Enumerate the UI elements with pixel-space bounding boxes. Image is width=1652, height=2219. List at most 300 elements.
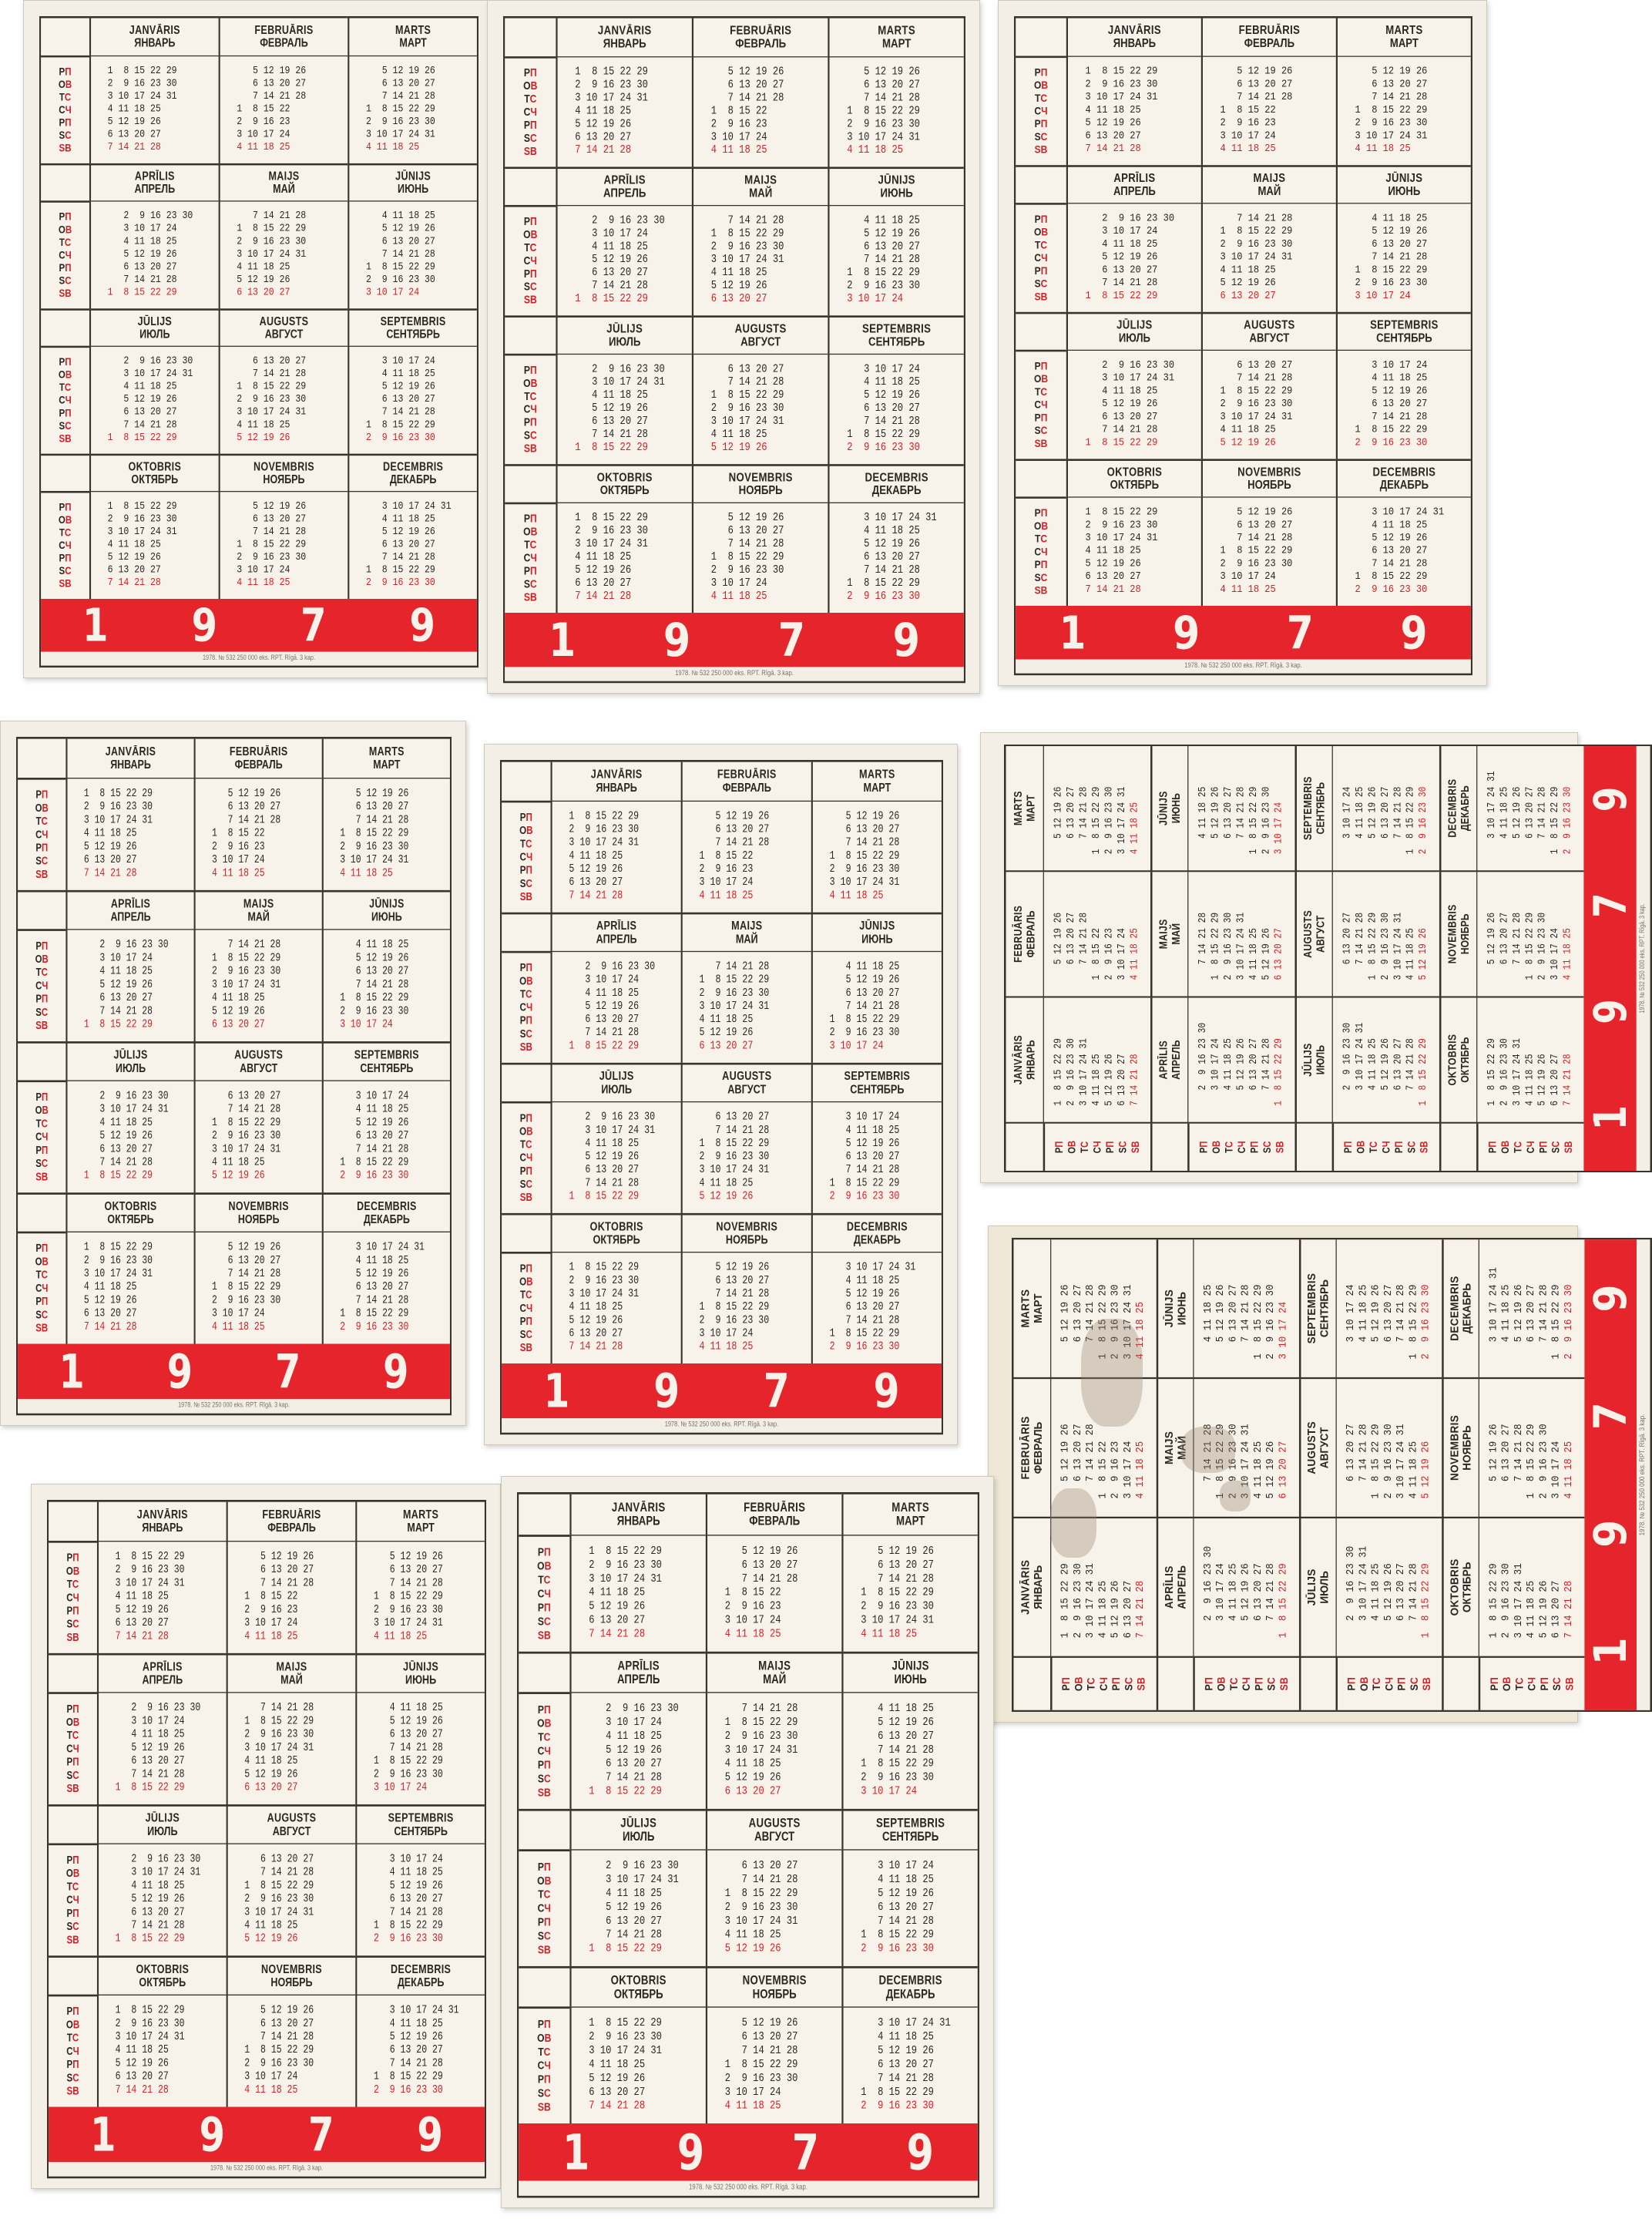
weekday-ru: B <box>525 1341 532 1354</box>
week-row: 3 10 17 24 <box>1345 1284 1358 1366</box>
week-row: 4 11 18 25 <box>239 1755 298 1768</box>
month-days <box>841 1692 977 1809</box>
week-row: 7 14 21 28 <box>1358 1424 1370 1505</box>
week-row: 5 12 19 26 <box>1349 225 1428 238</box>
weekday-lv: P <box>1034 412 1041 424</box>
week-row: 6 13 20 27 <box>206 1255 281 1268</box>
weekday-ru: B <box>1040 143 1048 156</box>
month-header <box>569 1966 705 2006</box>
header-corner <box>1016 312 1066 350</box>
weekday-ru: П <box>529 66 537 79</box>
header-corner <box>1299 1658 1336 1710</box>
week-row: 5 12 19 26 <box>719 2017 798 2030</box>
month-header <box>322 890 450 929</box>
week-row: 4 11 18 25 <box>1408 1441 1420 1505</box>
year-digit: 9 <box>417 2106 443 2163</box>
weekday-ru: П <box>1053 1141 1066 1148</box>
weekday-label <box>1563 1677 1576 1690</box>
weekday-ru: B <box>1278 1677 1291 1685</box>
week-row: 4 11 18 25 <box>569 551 632 564</box>
weekday-label <box>1526 1677 1539 1691</box>
month-name-latvian: NOVEMBRIS <box>728 470 793 485</box>
month-name-russian: СЕНТЯБРЬ <box>1376 331 1432 345</box>
week-row: 5 12 19 26 <box>1210 786 1222 859</box>
weekday-lv: S <box>1034 130 1041 143</box>
week-row: 4 11 18 25 <box>824 889 884 903</box>
weekday-lv: T <box>538 1730 544 1744</box>
week-row: 3 10 17 24 31 <box>693 1164 770 1177</box>
week-row: 7 14 21 28 <box>231 526 307 539</box>
year-digit: 9 <box>677 2123 705 2181</box>
month-days <box>569 1535 705 1652</box>
weekday-lv: P <box>523 215 530 228</box>
month-name-russian: МАЙ <box>1257 183 1281 198</box>
month-name-latvian: FEBRUĀRIS <box>1011 905 1026 963</box>
weekday-lv: P <box>1103 1147 1116 1154</box>
weekday-label <box>1130 1141 1142 1154</box>
month-header <box>1201 459 1336 496</box>
weekday-ru: С <box>41 1308 49 1321</box>
year-digit: 9 <box>653 1363 680 1419</box>
month-days <box>1476 998 1583 1124</box>
weekday-label <box>520 890 532 903</box>
week-row: 4 11 18 25 <box>1080 385 1158 398</box>
week-row: 3 10 17 24 <box>583 1716 662 1730</box>
week-row: 6 13 20 27 <box>1395 1563 1408 1644</box>
weekday-ru: С <box>1040 277 1048 290</box>
weekday-lv: P <box>1034 506 1041 519</box>
month-days <box>227 1541 356 1653</box>
month-name-russian: МАЙ <box>735 931 758 946</box>
weekday-label <box>538 1915 551 1929</box>
weekday-label <box>59 501 72 514</box>
week-row: 6 13 20 27 <box>206 801 281 814</box>
year-digit: 7 <box>274 1343 301 1400</box>
month-header <box>89 18 219 55</box>
week-row: 6 13 20 27 <box>719 1785 781 1799</box>
weekday-ru: П <box>529 215 537 228</box>
month-name-russian: ИЮЛЬ <box>608 335 641 349</box>
printer-imprint: 1978. № 532 250 000 eks. RPT. Rīgā. 3 kap. <box>1637 1239 1650 1710</box>
weekday-ru: B <box>41 1019 49 1032</box>
month-name-latvian: JANVĀRIS <box>1011 1034 1026 1085</box>
header-corner <box>1150 1124 1187 1171</box>
week-row: 5 12 19 26 <box>1080 251 1158 264</box>
month-name-russian: МАЙ <box>749 186 773 200</box>
month-header <box>355 1653 485 1692</box>
weekday-label <box>67 1881 79 1894</box>
weekday-lv: P <box>1197 1147 1210 1154</box>
weekday-label <box>538 1703 551 1717</box>
month-days <box>322 1080 450 1192</box>
weekday-lv: P <box>1395 1684 1408 1691</box>
week-row: 1 8 15 22 29 <box>583 2017 662 2030</box>
weekday-label <box>524 294 537 307</box>
year-digit: 9 <box>1173 606 1200 660</box>
week-row: 4 11 18 25 <box>1202 1284 1214 1366</box>
week-row: 2 9 16 23 30 <box>1214 558 1293 570</box>
weekday-ru: П <box>525 1014 532 1027</box>
week-row: 5 12 19 26 <box>239 1933 298 1946</box>
week-row: 2 9 16 23 30 <box>824 1341 900 1353</box>
year-banner <box>18 1344 450 1400</box>
week-row: 3 10 17 24 31 <box>239 1906 314 1919</box>
week-row: 7 14 21 28 <box>563 1177 640 1190</box>
week-row: 7 14 21 28 <box>841 92 920 105</box>
week-row: 7 14 21 28 <box>1078 786 1090 859</box>
month-name-latvian: MAIJS <box>1162 1431 1177 1465</box>
month-name-latvian: OKTOBRIS <box>104 1199 157 1214</box>
week-row: 7 14 21 28 <box>239 2031 314 2044</box>
header-corner <box>519 1966 569 2006</box>
month-days <box>681 1252 811 1363</box>
month-header <box>706 1966 841 2006</box>
weekday-label <box>1355 1141 1367 1154</box>
week-row: 2 9 16 23 30 <box>102 78 177 90</box>
calendar-grid <box>39 16 478 667</box>
month-days <box>556 56 691 166</box>
week-row: 2 9 16 23 30 <box>109 1853 201 1866</box>
weekday-lv: C <box>66 1742 73 1755</box>
year-digit: 7 <box>300 599 327 652</box>
week-row: 1 8 15 22 29 <box>719 1716 798 1730</box>
week-row: 7 14 21 28 <box>693 1288 770 1301</box>
week-row: 3 10 17 24 31 <box>206 1143 281 1156</box>
week-row: 6 13 20 27 <box>109 1755 185 1768</box>
weekday-ru: С <box>64 236 72 248</box>
month-name-russian: ИЮНЬ <box>894 1672 927 1687</box>
month-header <box>65 1041 193 1080</box>
weekday-labels <box>18 1080 65 1192</box>
month-name-russian: ДЕКАБРЬ <box>1459 1283 1474 1334</box>
month-name-latvian: MARTS <box>1011 791 1026 826</box>
weekday-label <box>524 578 537 591</box>
month-days <box>692 354 828 464</box>
weekday-lv: C <box>1241 1683 1253 1691</box>
header-corner <box>1016 18 1066 56</box>
weekday-label <box>538 1902 551 1916</box>
weekday-ru: С <box>1408 1677 1421 1685</box>
week-row: 6 13 20 27 <box>1214 359 1293 372</box>
month-name-latvian: JANVĀRIS <box>1107 23 1161 38</box>
week-row: 3 10 17 24 31 <box>1486 771 1498 859</box>
week-row: 6 13 20 27 <box>334 965 409 978</box>
weekday-label <box>1223 1141 1235 1153</box>
weekday-ru: П <box>1395 1677 1408 1685</box>
month-name-russian: ДЕКАБРЬ <box>871 482 922 498</box>
month-name-latvian: MARTS <box>859 767 895 782</box>
year-digit: 1 <box>562 2123 590 2181</box>
month-name-russian: ИЮНЬ <box>861 931 893 946</box>
week-row: 6 13 20 27 <box>102 261 177 274</box>
year-digit: 9 <box>409 599 435 652</box>
month-name-russian: ИЮНЬ <box>1174 1291 1189 1326</box>
week-row: 6 13 20 27 <box>569 577 632 590</box>
weekday-ru: B <box>1135 1677 1147 1685</box>
week-row: 4 11 18 25 <box>239 1630 298 1643</box>
week-row: 7 14 21 28 <box>102 274 177 286</box>
month-name-latvian: NOVEMBRIS <box>1446 904 1459 964</box>
week-row: 4 11 18 25 <box>79 1281 137 1294</box>
month-name-latvian: MAIJS <box>268 170 300 183</box>
month-header <box>348 454 477 491</box>
week-row: 7 14 21 28 <box>361 90 435 103</box>
weekday-lv: S <box>519 1027 526 1041</box>
weekday-labels <box>519 1535 569 1652</box>
week-row: 7 14 21 28 <box>368 1742 443 1755</box>
month-name-latvian: SEPTEMBRIS <box>861 321 932 336</box>
month-days <box>65 1232 193 1344</box>
week-row: 4 11 18 25 <box>1090 1054 1103 1111</box>
week-row: 7 14 21 28 <box>693 837 770 849</box>
weekday-lv: P <box>519 1014 526 1027</box>
week-row: 7 14 21 28 <box>1511 912 1523 986</box>
month-name-latvian: APRĪLIS <box>617 1658 660 1673</box>
weekday-label <box>524 133 537 146</box>
weekday-lv: S <box>523 132 530 145</box>
weekday-label <box>1409 1677 1421 1690</box>
week-row: 7 14 21 28 <box>1235 786 1247 859</box>
week-row: 4 11 18 25 <box>368 1630 428 1643</box>
week-row: 4 11 18 25 <box>719 1928 781 1942</box>
printer-imprint: 1978. № 532 250 000 eks. RPT. Rīgā. 3 kap. <box>519 2180 978 2195</box>
week-row: 5 12 19 26 <box>1110 1580 1122 1644</box>
month-days <box>219 200 348 308</box>
month-name-russian: ДЕКАБРЬ <box>389 472 437 486</box>
header-corner <box>502 1213 550 1252</box>
year-digit: 9 <box>663 613 691 667</box>
week-row: 5 12 19 26 <box>206 1005 265 1018</box>
weekday-ru: П <box>525 864 532 876</box>
month-days <box>681 951 811 1063</box>
wear-stain <box>1081 1319 1143 1427</box>
month-name-latvian: FEBRUĀRIS <box>1238 23 1301 38</box>
month-name-latvian: JŪLIJS <box>599 1069 634 1084</box>
weekday-label <box>520 838 532 851</box>
weekday-label <box>67 1934 79 1947</box>
month-header <box>194 890 322 929</box>
weekday-lv: S <box>537 1929 544 1942</box>
month-name-latvian: SEPTEMBRIS <box>354 1047 419 1063</box>
week-row: 6 13 20 27 <box>855 1558 934 1572</box>
month-header <box>194 1041 322 1080</box>
weekday-labels <box>1476 1124 1583 1171</box>
week-row: 1 8 15 22 29 <box>79 1018 153 1031</box>
week-row: 4 11 18 25 <box>841 525 920 538</box>
week-row: 3 10 17 24 31 <box>569 538 648 551</box>
month-header <box>1150 998 1187 1124</box>
month-days <box>1336 1239 1442 1379</box>
week-row: 3 10 17 24 31 <box>1080 91 1158 104</box>
week-row: 3 10 17 24 31 <box>583 1572 662 1586</box>
month-name-russian: МАРТ <box>373 757 401 772</box>
week-row: 3 10 17 24 <box>231 129 290 141</box>
week-row: 5 12 19 26 <box>361 223 435 235</box>
weekday-lv: C <box>523 254 531 267</box>
week-row: 4 11 18 25 <box>334 939 409 952</box>
header-corner <box>1016 459 1066 496</box>
weekday-label <box>1035 213 1048 227</box>
week-row: 2 9 16 23 30 <box>583 2031 662 2044</box>
week-row: 7 14 21 28 <box>569 590 632 603</box>
month-name-russian: АПРЕЛЬ <box>596 931 637 946</box>
calendar-card <box>487 0 980 694</box>
month-days <box>1201 496 1336 606</box>
week-row: 7 14 21 28 <box>705 538 784 551</box>
year-digit: 9 <box>1584 1519 1637 1548</box>
month-name-russian: ДЕКАБРЬ <box>397 1975 445 1990</box>
week-row: 2 9 16 23 30 <box>569 79 648 92</box>
weekday-label <box>1034 252 1047 265</box>
month-header <box>1294 746 1331 872</box>
week-row: 7 14 21 28 <box>719 1873 798 1887</box>
week-row: 3 10 17 24 31 <box>841 512 937 525</box>
header-corner <box>502 1063 550 1101</box>
weekday-ru: В <box>1215 1676 1227 1684</box>
month-name-latvian: AUGUSTS <box>234 1047 284 1063</box>
month-name-latvian: MAIJS <box>276 1659 307 1674</box>
weekday-label <box>1034 373 1048 386</box>
week-row: 5 12 19 26 <box>569 254 648 267</box>
week-row: 5 12 19 26 <box>824 1288 900 1301</box>
week-row: 4 11 18 25 <box>334 1103 409 1116</box>
weekday-ru: В <box>1499 1140 1512 1148</box>
weekday-label <box>1035 118 1048 131</box>
week-row: 4 11 18 25 <box>206 867 265 880</box>
month-days <box>227 1995 356 2107</box>
month-name-latvian: NOVEMBRIS <box>716 1219 778 1234</box>
weekday-labels <box>519 2006 569 2123</box>
week-row: 1 8 15 22 29 <box>824 1327 900 1340</box>
week-row: 4 11 18 25 <box>1227 1563 1240 1644</box>
week-row: 1 8 15 22 29 <box>361 103 435 116</box>
weekday-lv: O <box>1073 1683 1085 1692</box>
month-name-russian: АВГУСТ <box>1317 1427 1331 1469</box>
week-row: 3 10 17 24 31 <box>1354 1022 1366 1111</box>
weekday-ru: С <box>543 2086 551 2100</box>
weekday-lv: O <box>35 1104 42 1117</box>
weekday-label <box>35 940 48 953</box>
week-row: 1 8 15 22 29 <box>1059 1563 1072 1644</box>
weekday-lv: T <box>66 1880 72 1893</box>
week-row: 6 13 20 27 <box>1341 912 1354 986</box>
week-row: 3 10 17 24 31 <box>334 1241 425 1254</box>
week-row: 5 12 19 26 <box>239 2004 314 2017</box>
week-row: 7 14 21 28 <box>1080 277 1158 290</box>
week-row: 2 9 16 23 30 <box>102 210 193 223</box>
weekday-label <box>59 578 72 591</box>
week-row: 6 13 20 27 <box>1072 1284 1084 1366</box>
weekday-ru: Ч <box>1235 1141 1248 1148</box>
weekday-label <box>523 526 537 539</box>
week-row: 6 13 20 27 <box>1349 545 1428 557</box>
weekday-label <box>524 119 537 133</box>
weekday-ru: В <box>1355 1140 1367 1148</box>
weekday-lv: S <box>519 1328 526 1341</box>
week-row: 2 9 16 23 30 <box>1110 1284 1122 1366</box>
weekday-ru: П <box>1197 1141 1210 1148</box>
week-row: 2 9 16 23 30 <box>1349 277 1428 290</box>
weekday-lv: T <box>35 966 42 979</box>
month-header <box>1006 998 1043 1124</box>
week-row: 5 12 19 26 <box>583 1743 662 1757</box>
weekday-label <box>1261 1141 1274 1154</box>
week-row: 2 9 16 23 30 <box>1382 1424 1395 1505</box>
weekday-label <box>538 1888 550 1902</box>
week-row: 7 14 21 28 <box>1349 411 1428 424</box>
weekday-ru: П <box>529 513 537 525</box>
weekday-label <box>1342 1141 1355 1154</box>
header-corner <box>1294 1124 1331 1171</box>
week-row: 2 9 16 23 30 <box>1499 1038 1511 1111</box>
weekday-ru: С <box>1116 1141 1129 1148</box>
weekday-ru: С <box>543 1615 551 1628</box>
weekday-lv: S <box>59 419 65 432</box>
weekday-ru: П <box>72 1756 79 1769</box>
month-days <box>65 1080 193 1192</box>
week-row: 6 13 20 27 <box>705 79 784 92</box>
weekday-lv: P <box>66 2005 73 2018</box>
month-days <box>194 929 322 1041</box>
week-row: 3 10 17 24 31 <box>583 2044 662 2058</box>
weekday-lv: C <box>537 1901 545 1915</box>
year-digit: 7 <box>763 1363 790 1419</box>
week-row: 7 14 21 28 <box>855 1915 934 1928</box>
weekday-ru: С <box>525 1138 532 1151</box>
header-corner <box>519 1809 569 1849</box>
weekday-lv: O <box>537 1559 545 1573</box>
weekday-ru: Ч <box>65 249 72 261</box>
month-header <box>681 762 811 801</box>
month-header <box>348 163 477 200</box>
year-digit: 7 <box>777 613 806 667</box>
weekday-label <box>520 1302 533 1315</box>
month-days <box>97 1843 227 1955</box>
weekday-label <box>1197 1141 1210 1154</box>
weekday-lv: S <box>523 442 530 455</box>
weekday-ru: В <box>72 1565 80 1578</box>
weekday-label <box>1236 1141 1248 1153</box>
weekday-ru: В <box>72 2018 80 2031</box>
month-header <box>1442 1379 1479 1518</box>
weekday-lv: S <box>523 578 530 590</box>
weekday-ru: С <box>1085 1677 1097 1685</box>
weekday-lv: S <box>1116 1147 1129 1154</box>
weekday-label <box>1116 1141 1129 1154</box>
week-row: 5 12 19 26 <box>1420 1441 1432 1505</box>
week-row: 4 11 18 25 <box>1214 264 1276 277</box>
week-row: 3 10 17 24 <box>239 2071 298 2084</box>
week-row: 7 14 21 28 <box>231 210 307 223</box>
header-corner <box>49 1804 97 1843</box>
month-name-russian: НОЯБРЬ <box>263 472 305 486</box>
weekday-ru: П <box>65 356 72 368</box>
weekday-lv: P <box>1060 1684 1073 1691</box>
week-row: 5 12 19 26 <box>693 1190 754 1203</box>
month-name-russian: СЕНТЯБРЬ <box>1313 782 1328 835</box>
week-row: 2 9 16 23 30 <box>1080 359 1175 372</box>
week-row: 5 12 19 26 <box>1488 1424 1500 1505</box>
card-content <box>1014 16 1472 675</box>
month-name-russian: АВГУСТ <box>1249 331 1290 345</box>
weekday-ru: С <box>64 91 72 103</box>
week-row: 2 9 16 23 30 <box>1536 912 1549 986</box>
weekday-ru: B <box>72 2084 79 2097</box>
month-name-russian: ЯНВАРЬ <box>134 35 176 50</box>
weekday-lv: P <box>1110 1684 1123 1691</box>
week-row: 4 11 18 25 <box>719 1628 781 1642</box>
week-row: 2 9 16 23 30 <box>841 118 920 131</box>
